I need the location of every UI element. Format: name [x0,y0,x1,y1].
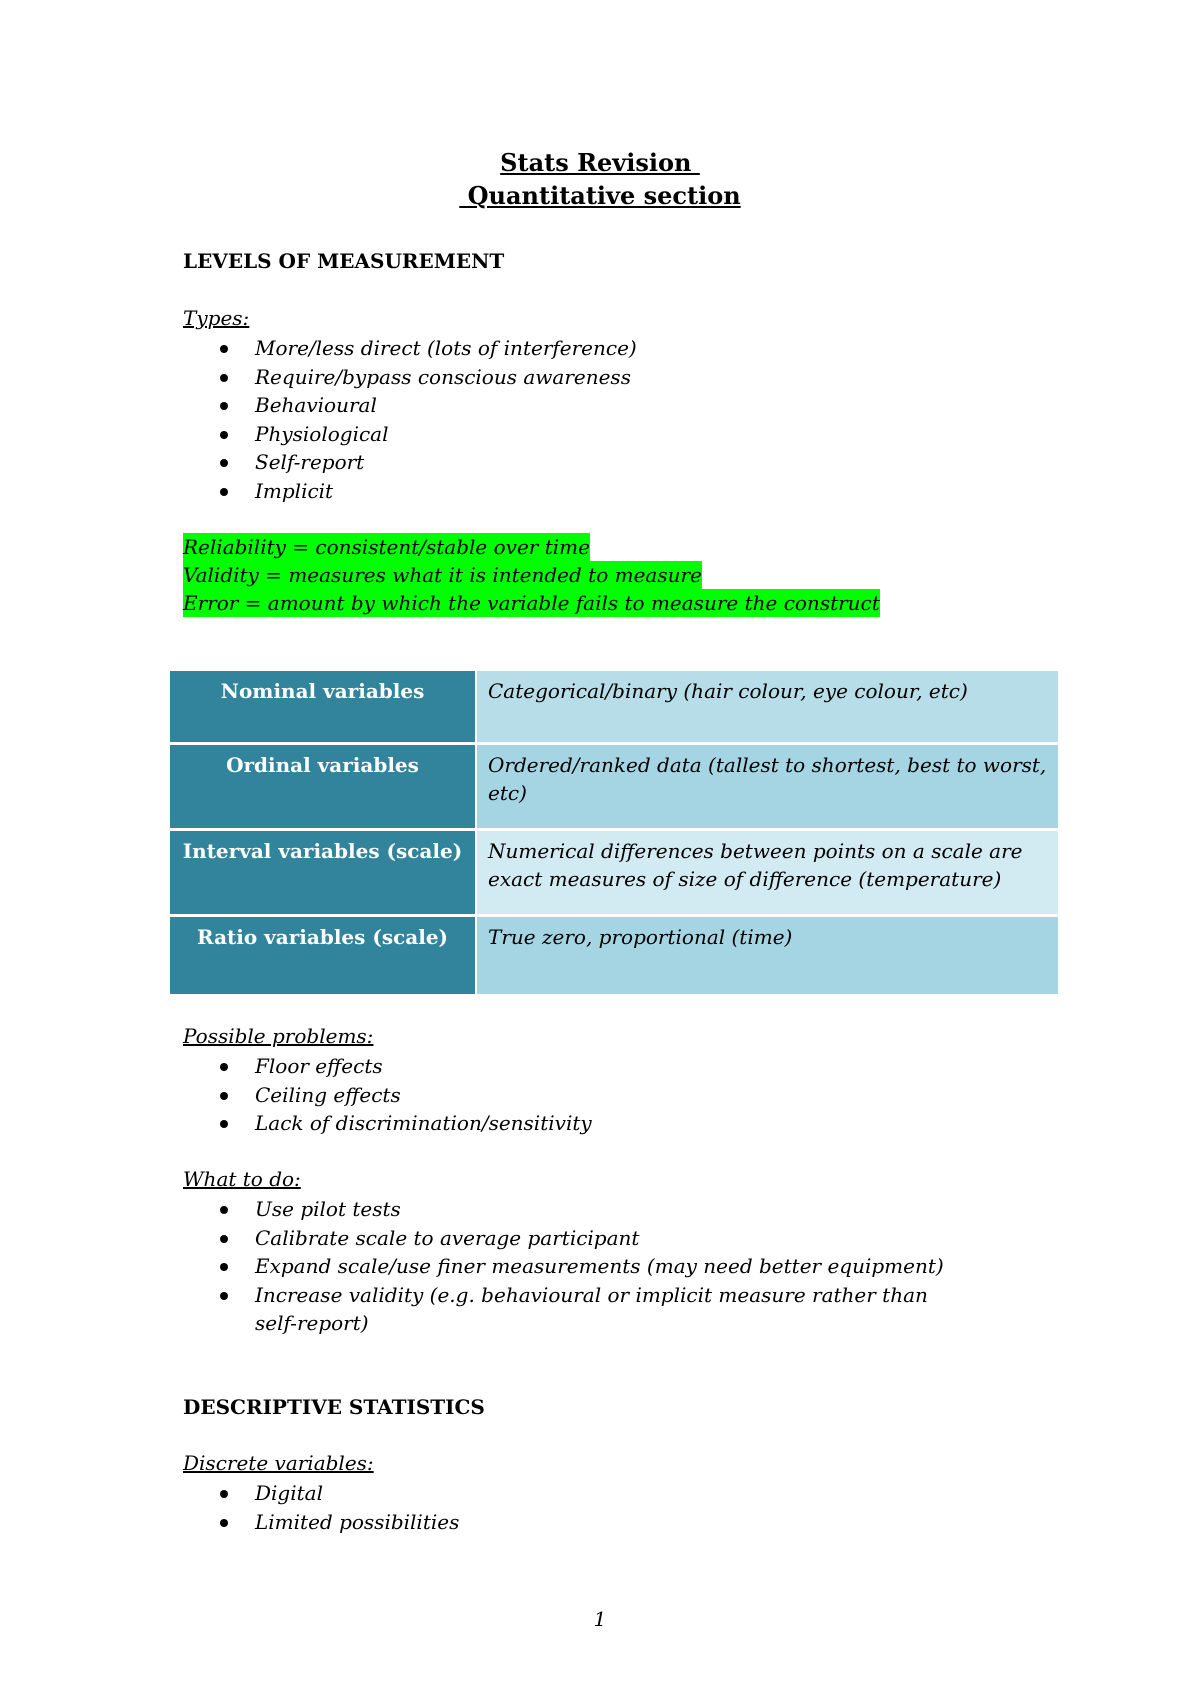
table-row-header: Interval variables (scale) [170,830,476,916]
reliability-definition: Reliability = consistent/stable over time [183,535,590,559]
document-title: Stats Revision [500,148,700,177]
problems-list [217,1052,592,1138]
list-item: More/less direct (lots of interference) [217,334,637,363]
descriptive-heading: DESCRIPTIVE STATISTICS [183,1395,485,1419]
list-item: Require/bypass conscious awareness [217,363,637,392]
table-row-header: Ratio variables (scale) [170,916,476,995]
list-item: Calibrate scale to average participant [217,1224,975,1253]
table-row [170,916,1058,995]
list-item: Limited possibilities [217,1508,459,1537]
discrete-list [217,1479,459,1536]
levels-heading: LEVELS OF MEASUREMENT [183,249,505,273]
types-label: Types: [183,306,250,330]
list-item: Self-report [217,448,637,477]
table-row-description: Categorical/binary (hair colour, eye colour, etc) [476,671,1058,744]
table-row [170,744,1058,830]
table-row [170,671,1058,744]
list-item: Expand scale/use finer measurements (may need better equipment) [217,1252,975,1281]
discrete-label: Discrete variables: [183,1451,374,1475]
list-item: Digital [217,1479,459,1508]
page-number: 1 [593,1607,607,1631]
document-subtitle: Quantitative section [459,181,741,210]
what-to-do-label: What to do: [183,1167,301,1191]
table-row-description: True zero, proportional (time) [476,916,1058,995]
types-list [217,334,637,506]
table-row [170,830,1058,916]
error-definition: Error = amount by which the variable fails to measure the construct [183,591,880,615]
list-item: Physiological [217,420,637,449]
list-item: Use pilot tests [217,1195,975,1224]
list-item: Floor effects [217,1052,592,1081]
list-item: Increase validity (e.g. behavioural or implicit measure rather than self-report) [217,1281,975,1338]
problems-label: Possible problems: [183,1024,374,1048]
table-row-header: Ordinal variables [170,744,476,830]
levels-table [170,671,1058,994]
table-row-header: Nominal variables [170,671,476,744]
list-item: Ceiling effects [217,1081,592,1110]
list-item: Implicit [217,477,637,506]
validity-definition: Validity = measures what it is intended to measure [183,563,702,587]
what-to-do-list [217,1195,975,1338]
table-row-description: Ordered/ranked data (tallest to shortest, best to worst, etc) [476,744,1058,830]
table-row-description: Numerical differences between points on a scale are exact measures of size of difference (temperature) [476,830,1058,916]
list-item: Lack of discrimination/sensitivity [217,1109,592,1138]
list-item: Behavioural [217,391,637,420]
